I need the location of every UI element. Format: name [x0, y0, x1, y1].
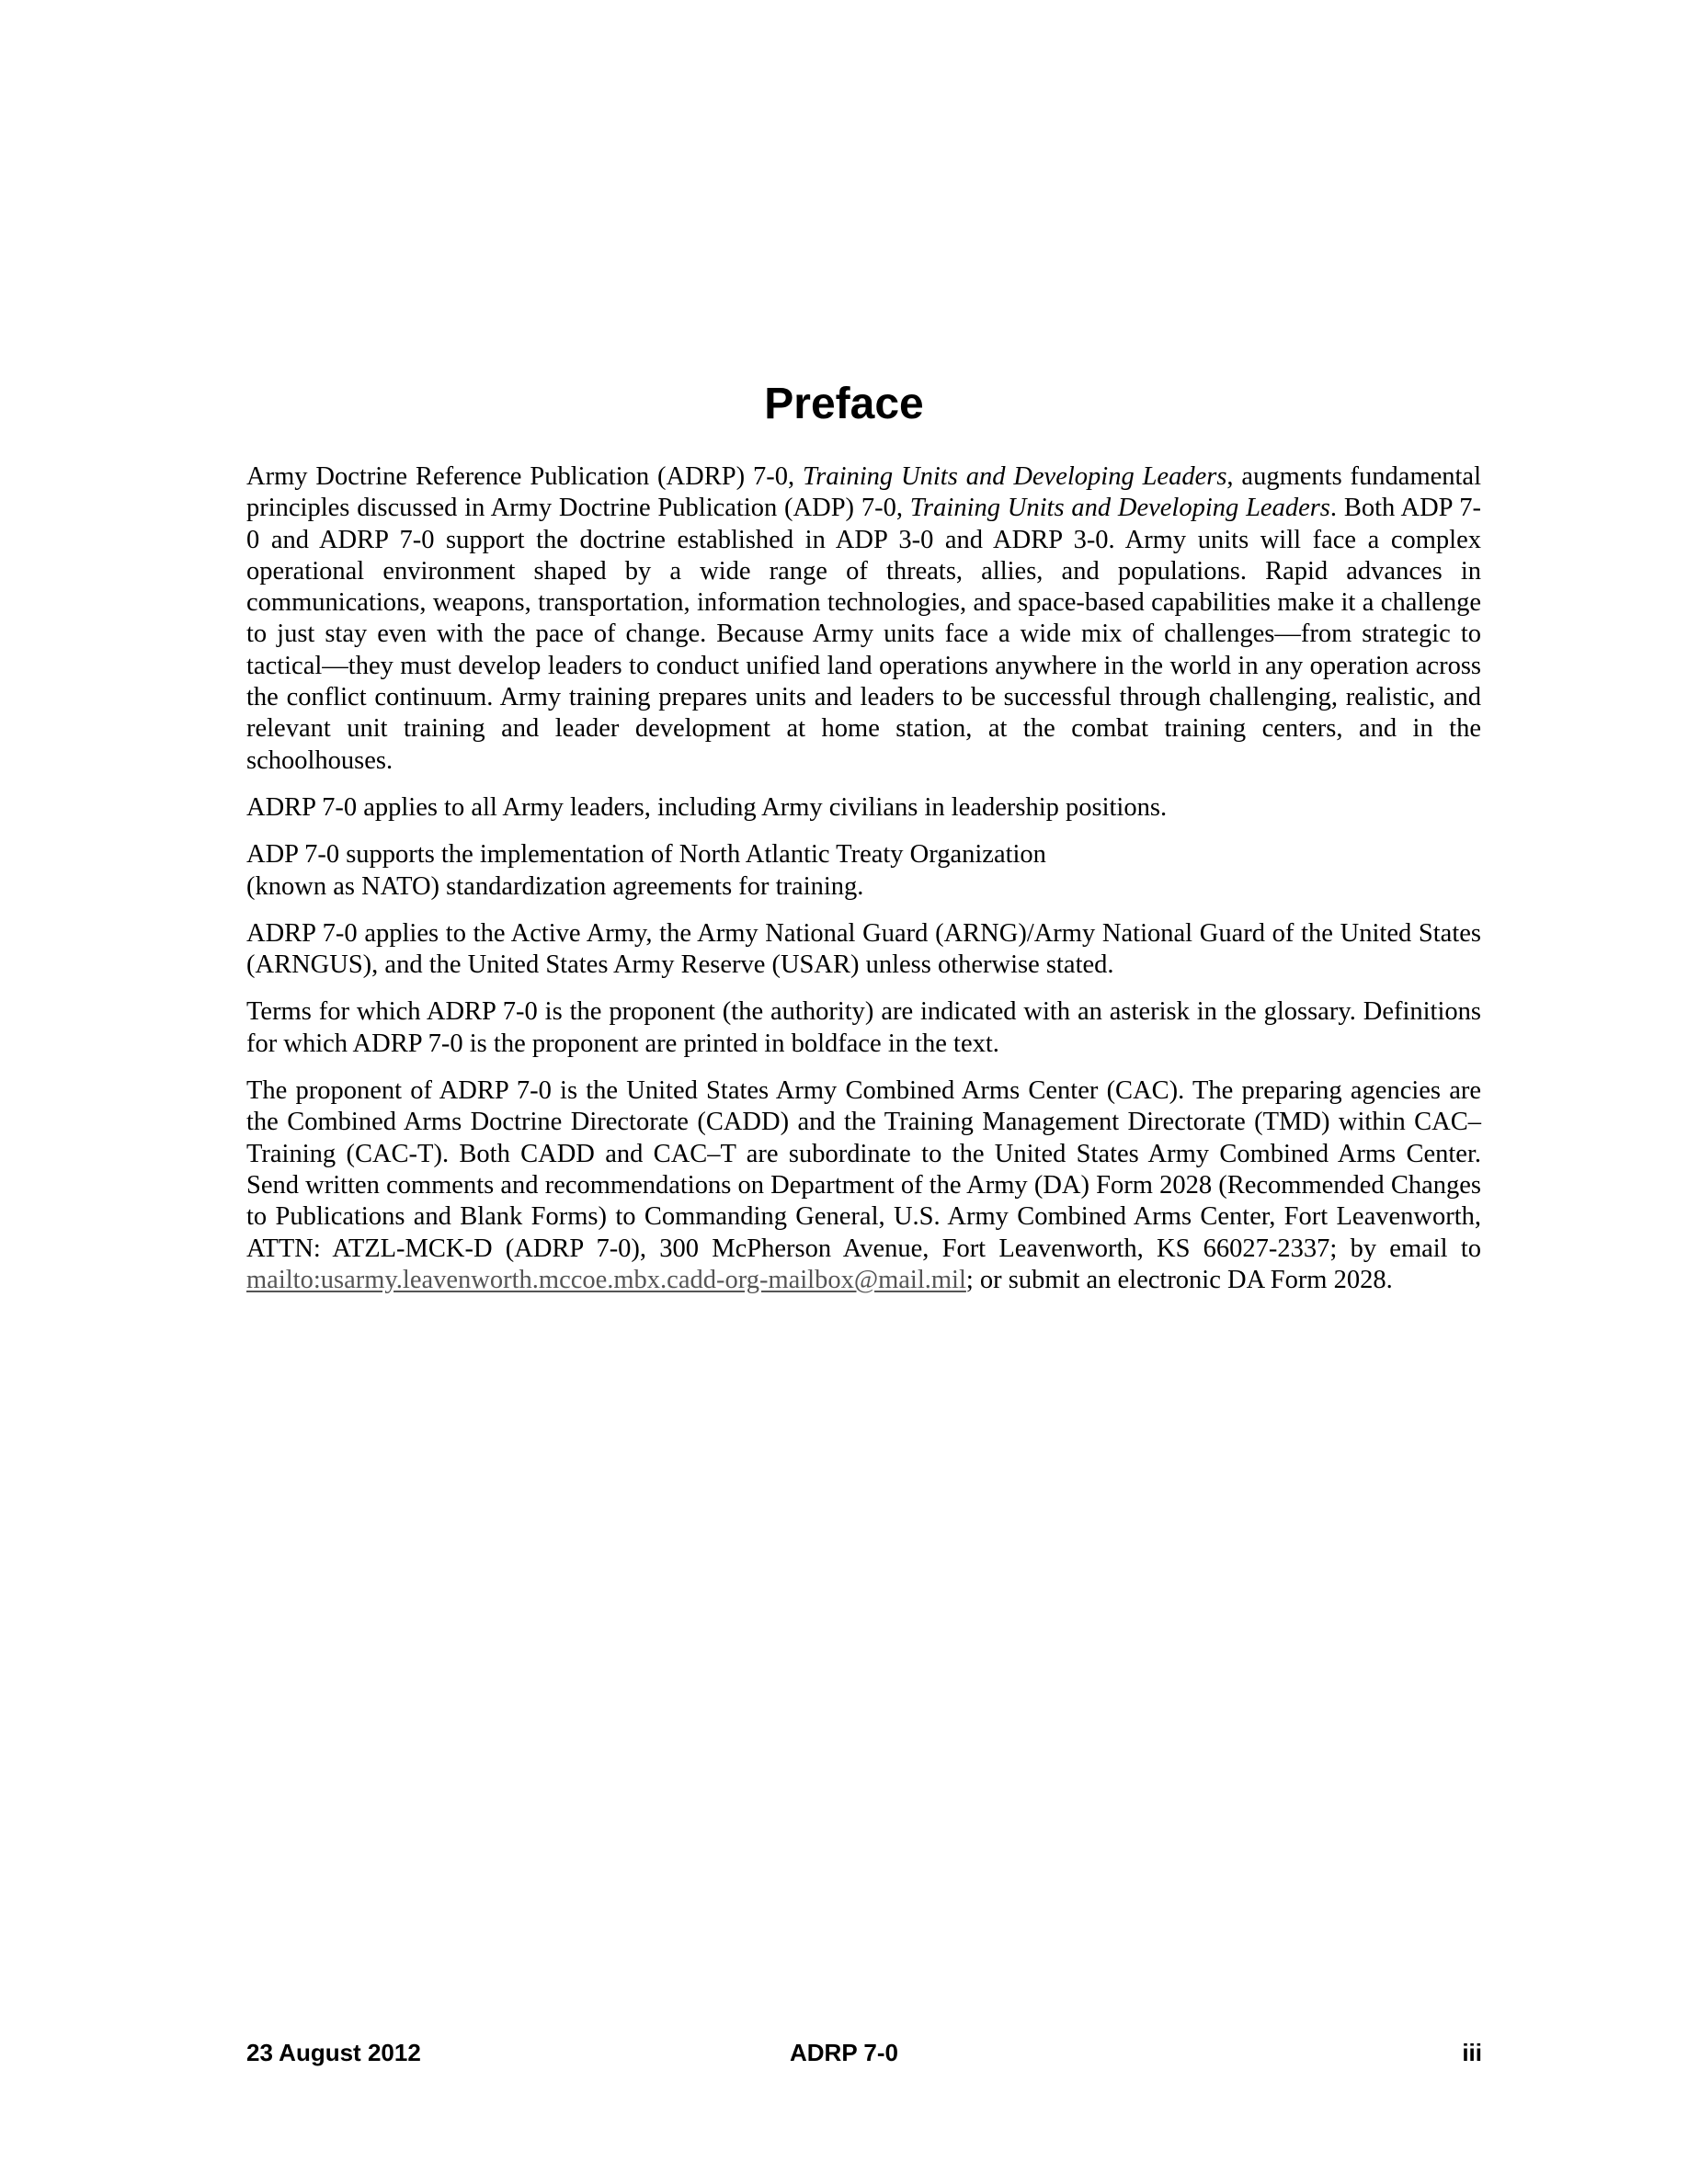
footer-page-number: iii: [1462, 2039, 1482, 2066]
paragraph-applicability-components: ADRP 7-0 applies to the Active Army, the Army National Guard (ARNG)/Army National Guard of the United States (ARNGUS), and the United States Army Reserve (USAR) unless otherwise stated.: [246, 918, 1481, 980]
paragraph-text: The proponent of ADRP 7-0 is the United States Army Combined Arms Center (CAC). The preparing agencies are the Combined Arms Doctrine Directorate (CADD) and the Training Management Directorate (TMD) within CAC–Training (CAC-T). Both CADD and CAC–T are subordinate to the United States Army Combined Arms Center. Send written comments and recommendations on Department of the Army (DA) Form 2028 (Recommended Changes to Publications and Blank Forms) to Commanding General, U.S. Army Combined Arms Center, Fort Leavenworth, ATTN: ATZL-MCK-D (ADRP 7-0), 300 McPherson Avenue, Fort Leavenworth, KS 66027-2337; by email to: [246, 1076, 1481, 1263]
publication-title: Training Units and Developing Leaders: [909, 494, 1330, 523]
paragraph-text: ; or submit an electronic DA Form 2028.: [965, 1265, 1393, 1294]
footer-publication: ADRP 7-0: [789, 2039, 898, 2066]
paragraph-nato: [246, 839, 1481, 903]
page-title: Preface: [764, 380, 924, 428]
preface-body: [246, 461, 1481, 1312]
paragraph-text: Army Doctrine Reference Publication (ADRP) 7-0,: [246, 462, 803, 491]
paragraph-terms: Terms for which ADRP 7-0 is the proponent (the authority) are indicated with an asterisk in the glossary. Definitions for which ADRP 7-0 is the proponent are printed in boldface in the text.: [246, 997, 1481, 1058]
paragraph-text: , augments fundamental principles discussed in Army Doctrine Publication (ADP) 7-0,: [246, 462, 1481, 523]
publication-title: Training Units and Developing Leaders: [802, 462, 1227, 491]
paragraph-line: ADP 7-0 supports the implementation of North Atlantic Treaty Organization: [246, 840, 1046, 870]
paragraph-proponent: [246, 1075, 1481, 1296]
footer-date: 23 August 2012: [246, 2039, 421, 2066]
paragraph-applicability-leaders: ADRP 7-0 applies to all Army leaders, including Army civilians in leadership positions.: [246, 792, 1168, 822]
paragraph-intro: [246, 461, 1481, 777]
paragraph-text: . Both ADP 7-0 and ADRP 7-0 support the doctrine established in ADP 3-0 and ADRP 3-0. Army units will face a complex operational environment shaped by a wide range of threats, allies, and populations. Rapid advances in communications, weapons, transportation, information technologies, and space-based capabilities make it a challenge to just stay even with the pace of change. Because Army units face a wide mix of challenges—from strategic to tactical—they must develop leaders to conduct unified land operations anywhere in the world in any operation across the conflict continuum. Army training prepares units and leaders to be successful through challenging, realistic, and relevant unit training and leader development at home station, at the combat training centers, and in the schoolhouses.: [246, 494, 1481, 775]
email-link[interactable]: mailto:usarmy.leavenworth.mccoe.mbx.cadd-org-mailbox@mail.mil: [246, 1265, 966, 1294]
paragraph-line: (known as NATO) standardization agreements for training.: [246, 871, 864, 901]
